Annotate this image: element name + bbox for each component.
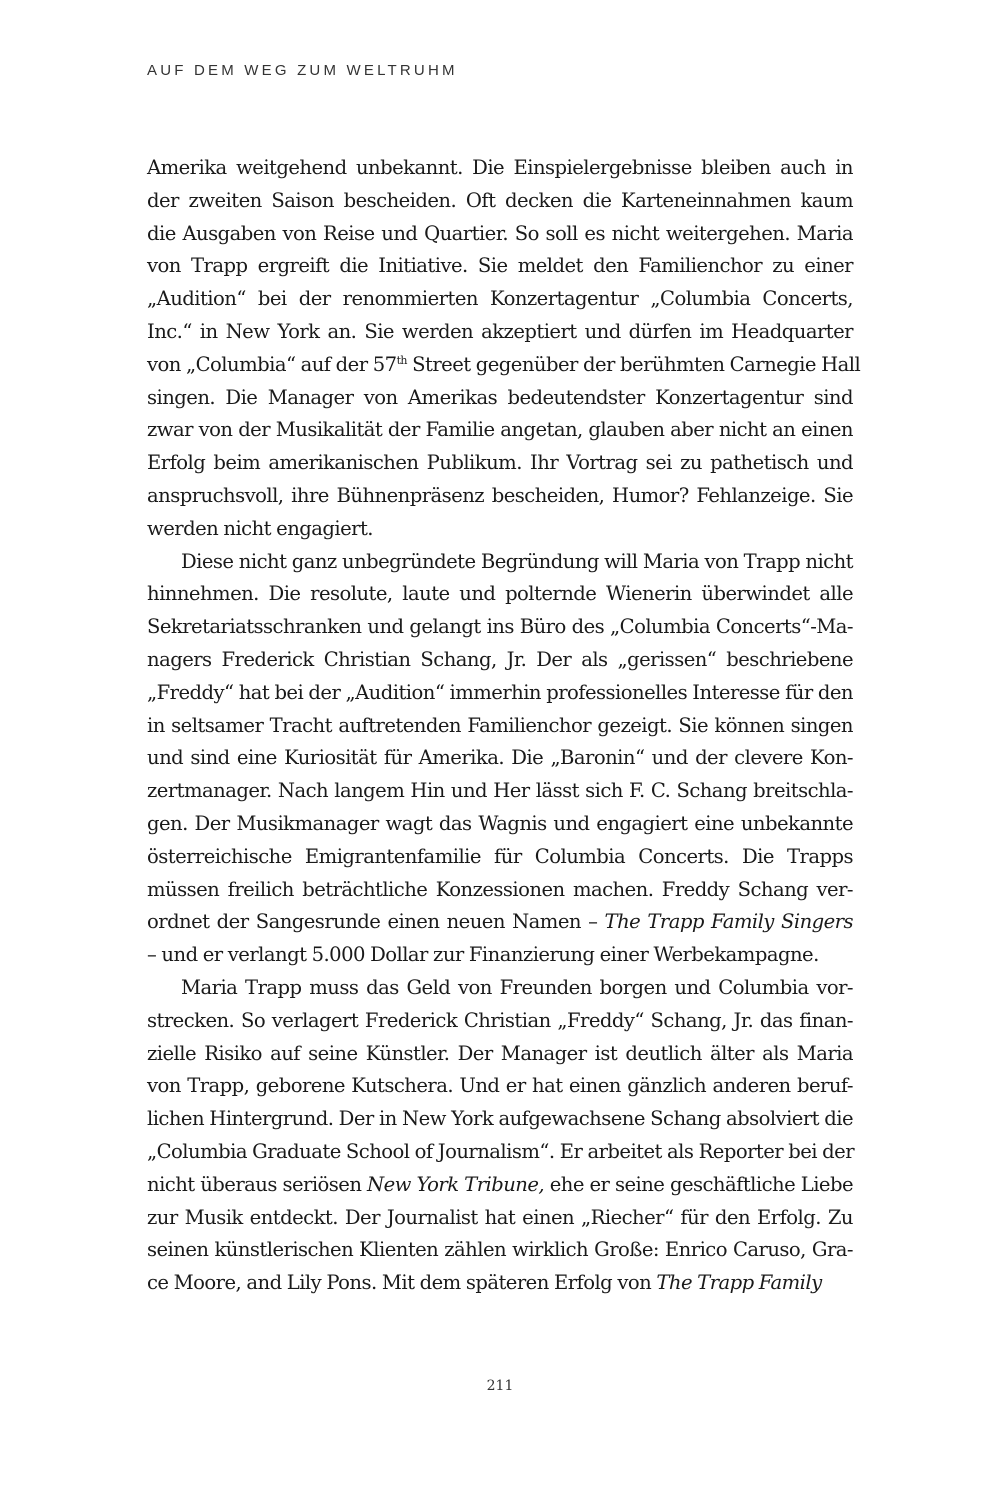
text-line: Maria Trapp muss das Geld von Freunden borgen und Columbia vor-: [181, 975, 853, 999]
text-line: österreichische Emigrantenfamilie für Columbia Concerts. Die Trapps: [147, 844, 853, 868]
text-line: müssen freilich beträchtliche Konzessionen machen. Freddy Schang ver-: [147, 877, 853, 901]
text-line: in seltsamer Tracht auftretenden Familienchor gezeigt. Sie können singen: [147, 713, 853, 737]
text-line: und sind eine Kuriosität für Amerika. Die „Baronin“ und der clevere Kon-: [147, 746, 853, 770]
text-line: zielle Risiko auf seine Künstler. Der Manager ist deutlich älter als Maria: [147, 1041, 853, 1065]
text-line: zwar von der Musikalität der Familie angetan, glauben aber nicht an einen: [147, 418, 853, 442]
paragraph: [147, 546, 853, 972]
text-line: Amerika weitgehend unbekannt. Die Einspielergebnisse bleiben auch in: [147, 156, 853, 179]
text-line: von Trapp ergreift die Initiative. Sie meldet den Familienchor zu einer: [147, 254, 853, 278]
paragraph: [147, 972, 853, 1300]
text-line: seinen künstlerischen Klienten zählen wirklich Große: Enrico Caruso, Gra-: [147, 1238, 853, 1262]
running-head: AUF DEM WEG ZUM WELTRUHM: [147, 62, 458, 79]
text-line: Erfolg beim amerikanischen Publikum. Ihr Vortrag sei zu pathetisch und: [147, 451, 853, 475]
text-line: zertmanager. Nach langem Hin und Her lässt sich F. C. Schang breitschla-: [147, 779, 853, 803]
text-line: singen. Die Manager von Amerikas bedeutendster Konzertagentur sind: [147, 385, 853, 409]
paragraph: [147, 152, 861, 546]
text-line: von Trapp, geborene Kutschera. Und er hat einen gänzlich anderen beruf-: [147, 1074, 853, 1098]
text-line: nicht überaus seriösen New York Tribune, ehe er seine geschäftliche Liebe: [147, 1172, 853, 1196]
text-line: nagers Frederick Christian Schang, Jr. Der als „gerissen“ beschriebene: [147, 647, 853, 671]
text-line: ordnet der Sangesrunde einen neuen Namen – The Trapp Family Singers: [147, 910, 854, 934]
text-line: Sekretariatsschranken und gelangt ins Büro des „Columbia Concerts“-Ma-: [147, 615, 853, 639]
text-line: „Audition“ bei der renommierten Konzertagentur „Columbia Concerts,: [147, 287, 853, 311]
text-line: „Freddy“ hat bei der „Audition“ immerhin professionelles Interesse für den: [147, 680, 853, 704]
text-line: lichen Hintergrund. Der in New York aufgewachsene Schang absolviert die: [147, 1107, 853, 1131]
text-line: werden nicht engagiert.: [147, 516, 373, 540]
text-line: anspruchsvoll, ihre Bühnenpräsenz bescheiden, Humor? Fehlanzeige. Sie: [147, 483, 853, 507]
text-line: Diese nicht ganz unbegründete Begründung will Maria von Trapp nicht: [181, 549, 853, 573]
text-line: – und er verlangt 5.000 Dollar zur Finanzierung einer Werbekampagne.: [147, 943, 819, 967]
page-number: 211: [486, 1378, 514, 1394]
text-line: der zweiten Saison bescheiden. Oft decken die Karteneinnahmen kaum: [147, 188, 853, 212]
text-line: Inc.“ in New York an. Sie werden akzeptiert und dürfen im Headquarter: [147, 319, 853, 343]
text-line: die Ausgaben von Reise und Quartier. So soll es nicht weitergehen. Maria: [147, 221, 853, 245]
text-line: ce Moore, and Lily Pons. Mit dem späteren Erfolg von The Trapp Family: [147, 1271, 822, 1295]
text-line: strecken. So verlagert Frederick Christian „Freddy“ Schang, Jr. das finan-: [147, 1008, 853, 1032]
text-line: „Columbia Graduate School of Journalism“. Er arbeitet als Reporter bei der: [147, 1139, 855, 1163]
text-line: von „Columbia“ auf der 57th Street gegenüber der berühmten Carnegie Hall: [147, 352, 861, 376]
body-text: [147, 152, 861, 1300]
text-line: hinnehmen. Die resolute, laute und polternde Wienerin überwindet alle: [147, 582, 853, 606]
text-line: zur Musik entdeckt. Der Journalist hat einen „Riecher“ für den Erfolg. Zu: [147, 1205, 853, 1229]
text-line: gen. Der Musikmanager wagt das Wagnis und engagiert eine unbekannte: [147, 811, 853, 835]
